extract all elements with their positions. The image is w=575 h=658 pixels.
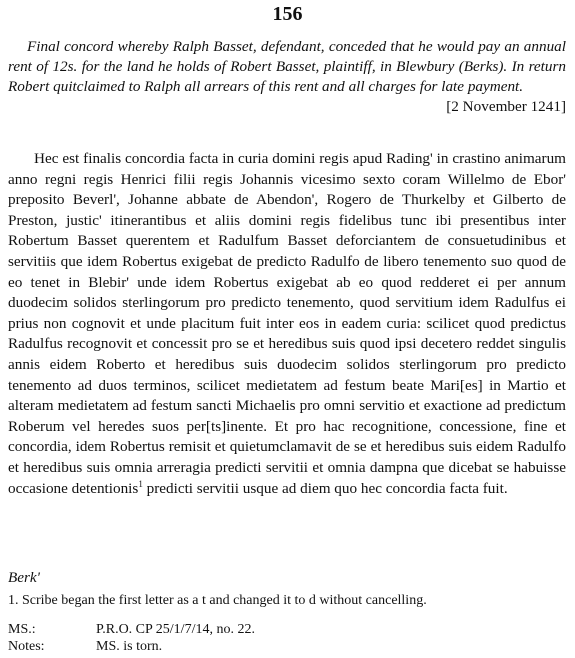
document-date: [2 November 1241] (446, 98, 566, 115)
manuscript-notes (8, 638, 162, 656)
notes-value: MS. is torn. (96, 639, 163, 654)
footnote: 1. Scribe began the first letter as a t and changed it to d without cancelling. (8, 593, 427, 608)
footnote-marker: 1 (138, 478, 143, 489)
concord-text-part-1: Hec est finalis concordia facta in curia domini regis apud Rading' in crastino animarum anno regni regis Henrici filii regis Johannis vicesimo sexto coram Willelmo de Ebor' preposito Beverl', Johanne abbate de Abendon', Rogero de Thurkelby et Gilberto de Preston, justic' itinerantibus et aliis domini regis fidelibus tunc ibi presentibus inter Robertum Basset querentem et Radulfum Basset deforciantem de consuetudinibus et servitiis que idem Robertus exigebat de predicto Radulfo de libero tenemento suo quod de eo tenet in Blebir' unde idem Robertus exigebat ab eo quod redderet ei per annum duodecim solidos sterlingorum pro predicto tenemento, quod servitium idem Radulfus ei prius non cognovit et unde placitum fuit inter eos in eadem curia: scilicet quod predictus Radulfus recognovit et concessit pro se et heredibus suis quod ipsi decetero reddet singulis annis eidem Roberto et heredibus suis duodecim solidos sterlingorum pro predicto tenemento ad duos terminos, scilicet medietatem ad festum beate Mari[es] in Martio et alteram medietatem ad festum sancti Michaelis pro omni servitio et exactione ad predictum Roberum vel heredes suos per[ts]inente. Et pro hac recognitione, concessione, fine et concordia, idem Robertus remisit et quietumclamavit de se et heredibus suis eidem Radulfo et heredibus suis omnia arreragia predicti servitii et omnia dampna que dicebat se habuisse occasione detentionis (8, 150, 566, 497)
document-summary (8, 37, 566, 117)
concord-text-part-2: predicti servitii usque ad diem quo hec concordia facta fuit. (142, 479, 508, 497)
ms-value: P.R.O. CP 25/1/7/14, no. 22. (96, 622, 255, 637)
ms-label: MS.: (8, 622, 36, 637)
summary-text: Final concord whereby Ralph Basset, defendant, conceded that he would pay an annual rent of 12s. for the land he holds of Robert Basset, plaintiff, in Blewbury (Berks). In return Robert quitclaimed to Ralph all arrears of this rent and all charges for late payment. (8, 38, 566, 95)
county-label: Berk' (8, 569, 40, 586)
document-number: 156 (272, 3, 303, 25)
notes-label: Notes: (8, 639, 45, 654)
manuscript-reference (8, 621, 255, 639)
concord-text (8, 149, 566, 499)
